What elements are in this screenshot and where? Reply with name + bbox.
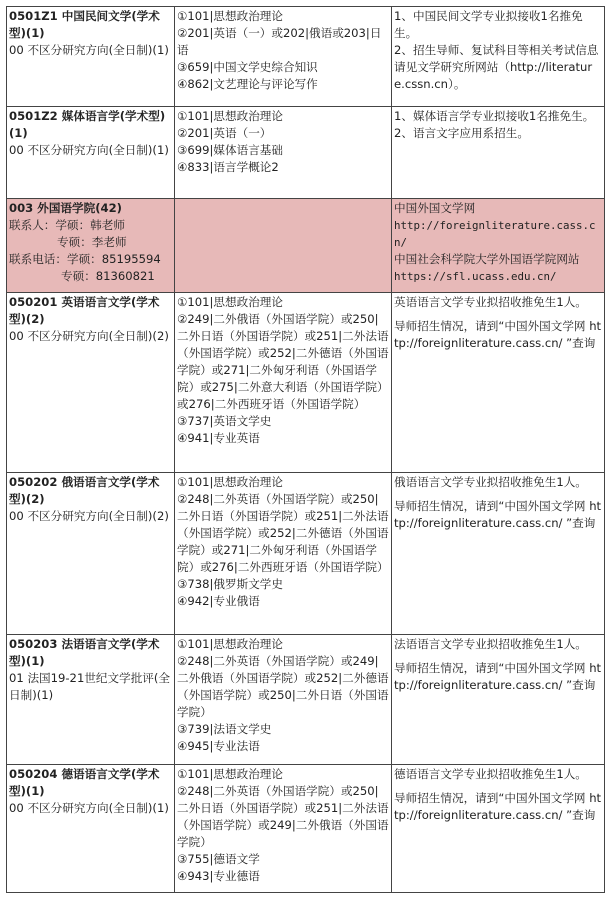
exam-subject: ②201|英语（一）或202|俄语或203|日语 bbox=[177, 26, 382, 57]
notes-cell bbox=[392, 765, 605, 893]
research-direction: 00 不区分研究方向(全日制)(2) bbox=[9, 329, 169, 343]
table-row bbox=[7, 635, 605, 765]
exam-subject: ①101|思想政治理论 bbox=[177, 9, 283, 23]
exam-subject: ①101|思想政治理论 bbox=[177, 475, 283, 489]
table-row bbox=[7, 7, 605, 107]
department-row bbox=[7, 199, 605, 293]
exam-subject: ③739|法语文学史 bbox=[177, 722, 272, 736]
exam-subjects-cell bbox=[175, 107, 392, 199]
major-cell bbox=[7, 765, 175, 893]
table-row bbox=[7, 473, 605, 635]
note: 导师招生情况，请到“中国外国文学网 http://foreignliterature.cass.cn/ ”查询 bbox=[394, 319, 602, 350]
table-row bbox=[7, 107, 605, 199]
department-title: 003 外国语学院(42) bbox=[9, 201, 122, 215]
major-cell bbox=[7, 7, 175, 107]
note: 俄语语言文学专业拟招收推免生1人。 bbox=[394, 475, 587, 489]
note: 德语语言文学专业拟招收推免生1人。 bbox=[394, 767, 587, 781]
phone-label-2: 专硕：81360821 bbox=[61, 269, 155, 283]
exam-subjects-cell bbox=[175, 293, 392, 473]
table-row bbox=[7, 765, 605, 893]
notes-cell bbox=[392, 293, 605, 473]
exam-subject: ④943|专业德语 bbox=[177, 869, 260, 883]
website-link[interactable]: http://foreignliterature.cass.cn/ bbox=[394, 219, 596, 249]
exam-subjects-cell bbox=[175, 473, 392, 635]
research-direction: 01 法国19-21世纪文学批评(全日制)(1) bbox=[9, 671, 170, 702]
exam-subject: ①101|思想政治理论 bbox=[177, 295, 283, 309]
note: 2、语言文字应用系招生。 bbox=[394, 126, 529, 140]
department-links-cell bbox=[392, 199, 605, 293]
notes-cell bbox=[392, 7, 605, 107]
exam-subject: ②201|英语（一） bbox=[177, 126, 272, 140]
exam-subjects-cell bbox=[175, 765, 392, 893]
exam-subject: ②248|二外英语（外国语学院）或250|二外日语（外国语学院）或251|二外法语（外国语学院）或252|二外德语（外国语学院）或271|二外匈牙利语（外国语学院）或276|二外西班牙语（外国语学院） bbox=[177, 492, 389, 574]
note: 导师招生情况，请到“中国外国文学网 http://foreignliterature.cass.cn/ ”查询 bbox=[394, 661, 602, 692]
admissions-table bbox=[6, 6, 605, 893]
exam-subject: ①101|思想政治理论 bbox=[177, 109, 283, 123]
exam-subject: ④833|语言学概论2 bbox=[177, 160, 279, 174]
exam-subject: ④942|专业俄语 bbox=[177, 594, 260, 608]
table-row bbox=[7, 293, 605, 473]
research-direction: 00 不区分研究方向(全日制)(1) bbox=[9, 43, 169, 57]
major-cell bbox=[7, 107, 175, 199]
major-title: 0501Z1 中国民间文学(学术型)(1) bbox=[9, 9, 160, 40]
exam-subject: ③659|中国文学史综合知识 bbox=[177, 60, 318, 74]
major-title: 050203 法语语言文学(学术型)(1) bbox=[9, 637, 160, 668]
note: 2、招生导师、复试科目等相关考试信息请见文学研究所网站（http://literature.cssn.cn）。 bbox=[394, 43, 599, 91]
exam-subjects-cell bbox=[175, 635, 392, 765]
note: 1、中国民间文学专业拟接收1名推免生。 bbox=[394, 9, 583, 40]
exam-subject: ①101|思想政治理论 bbox=[177, 637, 283, 651]
phone-label: 联系电话：学硕：85195594 bbox=[9, 252, 161, 266]
website-link[interactable]: https://sfl.ucass.edu.cn/ bbox=[394, 270, 557, 283]
major-cell bbox=[7, 293, 175, 473]
exam-subject: ④862|文艺理论与评论写作 bbox=[177, 77, 318, 91]
note: 导师招生情况，请到“中国外国文学网 http://foreignliterature.cass.cn/ ”查询 bbox=[394, 791, 602, 822]
major-title: 050201 英语语言文学(学术型)(2) bbox=[9, 295, 160, 326]
note: 法语语言文学专业拟招收推免生1人。 bbox=[394, 637, 587, 651]
exam-subject: ③699|媒体语言基础 bbox=[177, 143, 283, 157]
department-cell bbox=[7, 199, 175, 293]
contact-label-2: 专硕：李老师 bbox=[57, 235, 127, 249]
major-title: 050202 俄语语言文学(学术型)(2) bbox=[9, 475, 160, 506]
research-direction: 00 不区分研究方向(全日制)(2) bbox=[9, 509, 169, 523]
exam-subject: ④945|专业法语 bbox=[177, 739, 260, 753]
notes-cell bbox=[392, 635, 605, 765]
major-cell bbox=[7, 635, 175, 765]
exam-subject: ②248|二外英语（外国语学院）或249|二外俄语（外国语学院）或252|二外德语（外国语学院）或250|二外日语（外国语学院） bbox=[177, 654, 389, 719]
exam-subject: ③738|俄罗斯文学史 bbox=[177, 577, 283, 591]
research-direction: 00 不区分研究方向(全日制)(1) bbox=[9, 143, 169, 157]
link-label: 中国社会科学院大学外国语学院网站 bbox=[394, 252, 580, 266]
note: 导师招生情况，请到“中国外国文学网 http://foreignliterature.cass.cn/ ”查询 bbox=[394, 499, 602, 530]
exam-subject: ④941|专业英语 bbox=[177, 431, 260, 445]
notes-cell bbox=[392, 473, 605, 635]
admissions-document bbox=[6, 6, 604, 893]
notes-cell bbox=[392, 107, 605, 199]
exam-subjects-cell bbox=[175, 7, 392, 107]
exam-subject: ②249|二外俄语（外国语学院）或250|二外日语（外国语学院）或251|二外法语（外国语学院）或252|二外德语（外国语学院）或271|二外匈牙利语（外国语学院）或275|二外意大利语（外国语学院）或276|二外西班牙语（外国语学院） bbox=[177, 312, 389, 411]
note: 1、媒体语言学专业拟接收1名推免生。 bbox=[394, 109, 595, 123]
major-title: 050204 德语语言文学(学术型)(1) bbox=[9, 767, 160, 798]
contact-label: 联系人：学硕：韩老师 bbox=[9, 218, 125, 232]
department-empty-cell bbox=[175, 199, 392, 293]
link-label: 中国外国文学网 bbox=[394, 201, 476, 215]
major-cell bbox=[7, 473, 175, 635]
note: 英语语言文学专业拟招收推免生1人。 bbox=[394, 295, 587, 309]
research-direction: 00 不区分研究方向(全日制)(1) bbox=[9, 801, 169, 815]
major-title: 0501Z2 媒体语言学(学术型)(1) bbox=[9, 109, 166, 140]
exam-subject: ②248|二外英语（外国语学院）或250|二外日语（外国语学院）或251|二外法语（外国语学院）或249|二外俄语（外国语学院） bbox=[177, 784, 389, 849]
exam-subject: ③755|德语文学 bbox=[177, 852, 260, 866]
exam-subject: ③737|英语文学史 bbox=[177, 414, 272, 428]
exam-subject: ①101|思想政治理论 bbox=[177, 767, 283, 781]
